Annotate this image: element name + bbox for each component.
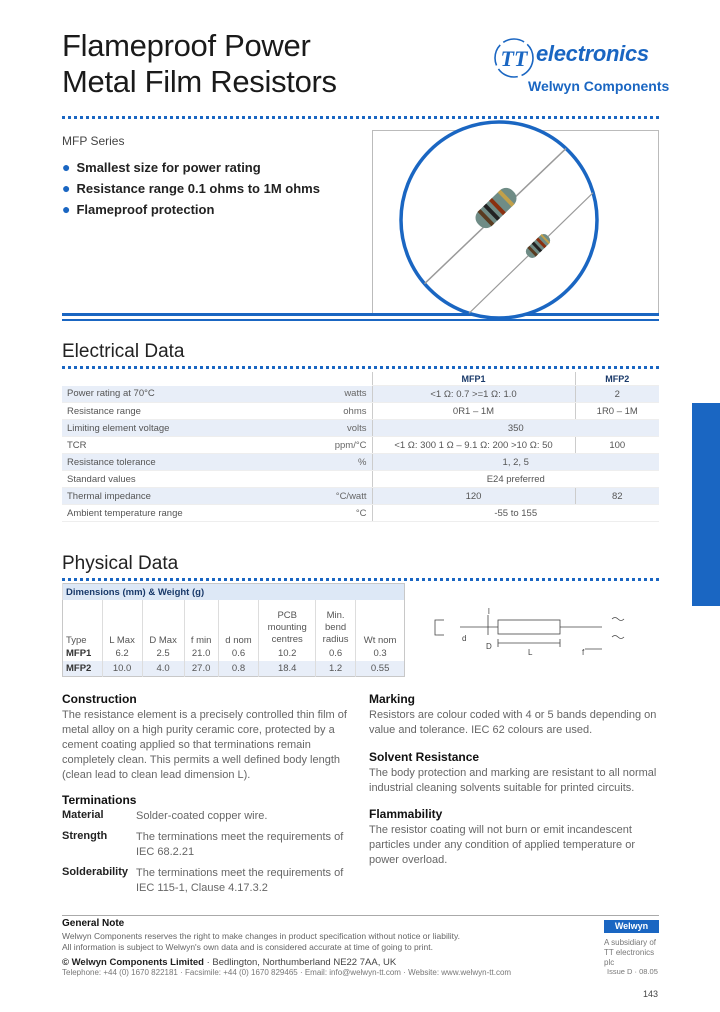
title-line-2: Metal Film Resistors [62, 64, 337, 99]
diagram-label-l: l [488, 607, 490, 616]
table-header-row [62, 372, 659, 386]
feature-item: ● Flameproof protection [62, 201, 215, 217]
solderability-label: Solderability [62, 866, 129, 878]
diagram-label-L: L [528, 648, 533, 657]
section-tab [692, 403, 720, 606]
tt-logo-icon [493, 37, 535, 79]
terminations-heading: Terminations [62, 793, 137, 807]
electrical-heading: Electrical Data [62, 341, 185, 362]
electrical-table [62, 372, 659, 522]
diagram-label-f: f [582, 648, 585, 657]
table-row: Thermal impedance °C/watt 120 82 [62, 488, 659, 505]
bullet-icon: ● [62, 159, 71, 175]
table-row: Resistance range ohms 0R1 – 1M 1R0 – 1M [62, 403, 659, 420]
logo-subtitle: Welwyn Components [528, 78, 670, 94]
welwyn-badge: Welwyn [604, 920, 659, 933]
footer-divider [62, 915, 659, 916]
electrical-divider [62, 366, 659, 369]
strength-value: The terminations meet the requirements of IEC 68.2.21 [136, 831, 344, 858]
title-line-1: Flameproof Power [62, 28, 311, 63]
general-note-heading: General Note [62, 918, 125, 929]
table-row: Resistance tolerance % 1, 2, 5 [62, 454, 659, 471]
solderability-value: The terminations meet the requirements of IEC 115-1, Clause 4.17.3.2 [136, 867, 344, 894]
table-row: Standard values E24 preferred [62, 471, 659, 488]
flammability-heading: Flammability [369, 807, 443, 821]
marking-text: Resistors are colour coded with 4 or 5 bands depending on value and tolerance. IEC 62 colours are used. [369, 709, 657, 736]
material-value: Solder-coated copper wire. [136, 810, 268, 822]
diagram-label-d: d [462, 634, 467, 643]
col-mfp1: MFP1 [372, 372, 575, 386]
series-label: MFP Series [62, 134, 125, 148]
physical-heading: Physical Data [62, 553, 179, 574]
diagram-label-D: D [486, 642, 492, 651]
page-number: 143 [643, 989, 659, 999]
construction-heading: Construction [62, 692, 137, 706]
physical-table [62, 583, 405, 677]
table-caption: Dimensions (mm) & Weight (g) [63, 584, 405, 601]
general-note-text: Welwyn Components reserves the right to make changes in product specification without notice or liability. All information is subject to Welwyn's own data and is considered accurate at time of going to print. [62, 931, 460, 952]
table-header-row: Type L Max D Max f min d nom PCB mounting centres Min. bend radius Wt nom [63, 600, 405, 646]
table-row: Limiting element voltage volts 350 [62, 420, 659, 437]
table-row: Power rating at 70°C watts <1 Ω: 0.7 >=1 Ω: 1.0 2 [62, 386, 659, 403]
solvent-text: The body protection and marking are resistant to all normal industrial cleaning solvents suitable for printed circuits. [369, 767, 657, 794]
marking-heading: Marking [369, 692, 416, 706]
copyright: © Welwyn Components Limited · Bedlington, Northumberland NE22 7AA, UK [62, 957, 397, 968]
col-mfp2: MFP2 [575, 372, 659, 386]
solvent-heading: Solvent Resistance [369, 750, 480, 764]
feature-item: ● Smallest size for power rating [62, 159, 261, 175]
contact-line: Telephone: +44 (0) 1670 822181 · Facsimile: +44 (0) 1670 829465 · Email: info@welwyn-tt.com · Website: www.welwyn-tt.com [62, 968, 512, 977]
issue-label: Issue D · 08.05 [607, 967, 658, 976]
bullet-icon: ● [62, 180, 71, 196]
feature-list [62, 157, 320, 220]
page-title [62, 28, 337, 100]
resistor-photo-icon [398, 104, 600, 336]
physical-divider [62, 578, 659, 581]
material-label: Material [62, 809, 104, 821]
subsidiary-note: A subsidiary of TT electronics plc [604, 938, 657, 967]
feature-item: ● Resistance range 0.1 ohms to 1M ohms [62, 180, 320, 196]
table-row: MFP2 10.0 4.0 27.0 0.8 18.4 1.2 0.55 [63, 661, 405, 676]
flammability-text: The resistor coating will not burn or emit incandescent particles under any condition of applied temperature or power overload. [369, 824, 635, 866]
table-row: TCR ppm/°C <1 Ω: 300 1 Ω – 9.1 Ω: 200 >10 Ω: 50 100 [62, 437, 659, 454]
svg-text:TT: TT [500, 46, 528, 71]
dimension-diagram-icon [430, 605, 660, 665]
table-row: MFP1 6.2 2.5 21.0 0.6 10.2 0.6 0.3 [63, 646, 405, 661]
bullet-icon: ● [62, 201, 71, 217]
construction-text: The resistance element is a precisely controlled thin film of metal alloy on a high purity ceramic core, protected by a cement coating applied so that terminations remain completely clean. This permits a well defined body length (clean lead to clean lead dimension L). [62, 709, 347, 781]
table-row: Ambient temperature range °C -55 to 155 [62, 505, 659, 522]
strength-label: Strength [62, 830, 108, 842]
logo-text: electronics [536, 41, 649, 66]
